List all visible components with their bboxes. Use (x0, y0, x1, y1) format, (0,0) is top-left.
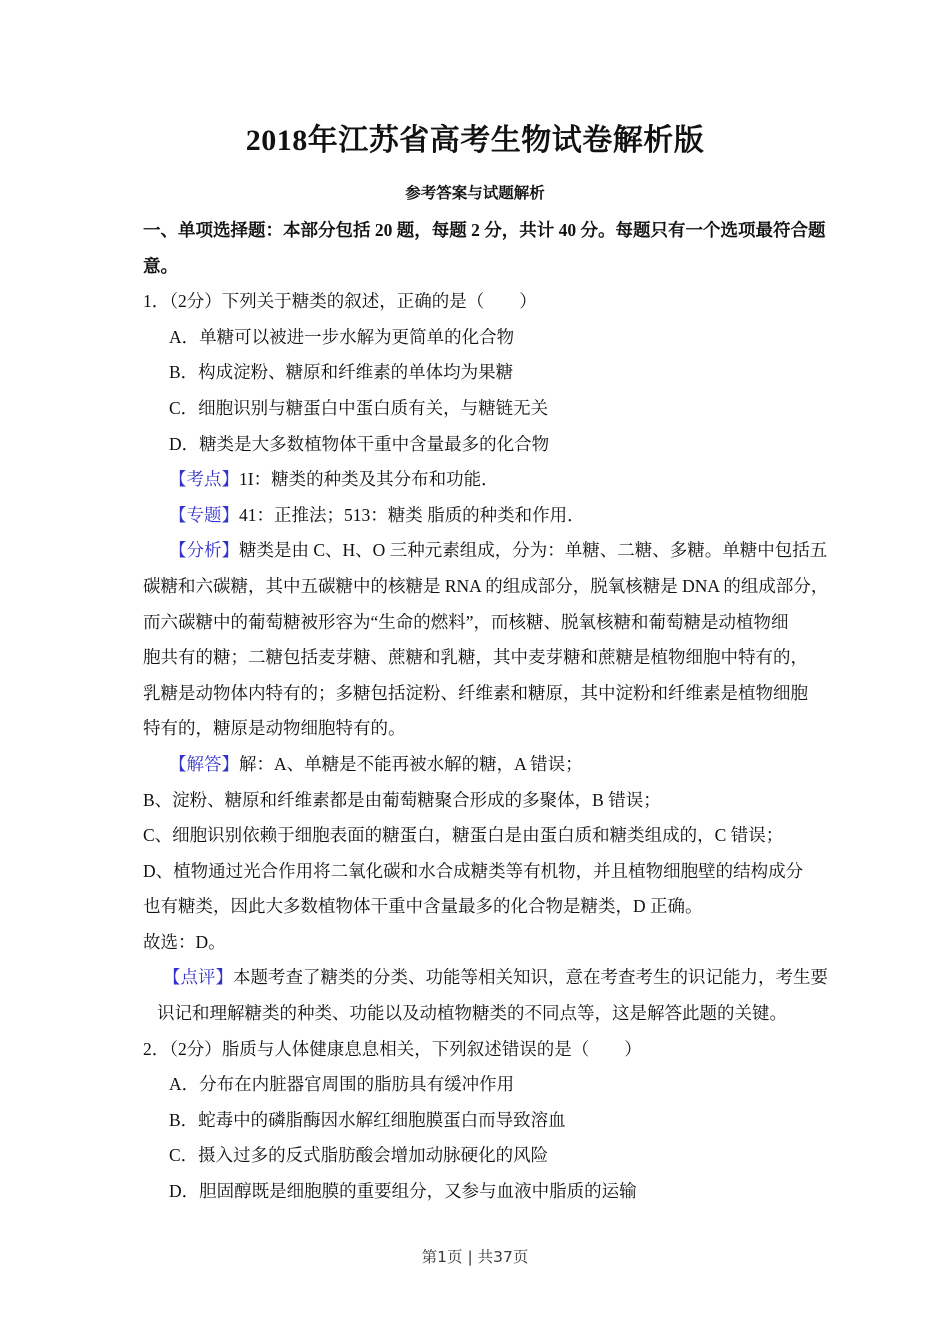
question-1-fenxi-line-6: 特有的，糖原是动物细胞特有的。 (143, 718, 406, 739)
question-2-option-b: B．蛇毒中的磷脂酶因水解红细胞膜蛋白而导致溶血 (169, 1109, 566, 1130)
jieda-text: 解：A、单糖是不能再被水解的糖，A 错误； (239, 753, 583, 774)
question-2-option-a: A．分布在内脏器官周围的脂肪具有缓冲作用 (169, 1074, 515, 1095)
fenxi-tag: 【分析】 (169, 540, 239, 561)
question-1-option-d: D．糖类是大多数植物体干重中含量最多的化合物 (169, 433, 550, 454)
question-1-zhuanti-line (143, 498, 858, 534)
question-1-dianping-line-1 (143, 960, 858, 996)
dianping-text: 本题考查了糖类的分类、功能等相关知识，意在考查考生的识记能力，考生要 (233, 967, 828, 988)
kaodian-tag: 【考点】 (169, 469, 239, 490)
question-1-answer-line: 故选：D。 (143, 931, 226, 952)
question-1-fenxi-line-2: 碳糖和六碳糖，其中五碳糖中的核糖是 RNA 的组成部分，脱氧核糖是 DNA 的组成部分， (143, 575, 829, 596)
question-1-stem: 1．（2分）下列关于糖类的叙述，正确的是（ ） (143, 291, 537, 312)
question-1-kaodian-line (143, 462, 858, 498)
section-heading-line-2: 意。 (143, 255, 178, 276)
question-1-dianping-line-2: 识记和理解糖类的种类、功能以及动植物糖类的不同点等，这是解答此题的关键。 (157, 1003, 787, 1024)
document-subtitle: 参考答案与试题解析 (405, 185, 545, 202)
question-2-option-c: C．摄入过多的反式脂肪酸会增加动脉硬化的风险 (169, 1145, 549, 1166)
page-footer (0, 1247, 950, 1267)
zhuanti-text: 41：正推法；513：糖类 脂质的种类和作用． (239, 504, 585, 525)
kaodian-text: 1I：糖类的种类及其分布和功能． (239, 469, 499, 490)
section-heading-line-1: 一、单项选择题：本部分包括 20 题，每题 2 分，共计 40 分。每题只有一个选项最符合题 (143, 220, 826, 240)
question-1-fenxi-line-1 (143, 533, 858, 569)
question-1-jieda-line-4: D、植物通过光合作用将二氧化碳和水合成糖类等有机物，并且植物细胞壁的结构成分 (143, 860, 804, 881)
question-1-jieda-line-1 (143, 747, 858, 783)
question-2-option-d: D．胆固醇既是细胞膜的重要组分，又参与血液中脂质的运输 (169, 1181, 637, 1202)
question-1-jieda-line-2: B、淀粉、糖原和纤维素都是由葡萄糖聚合形成的多聚体，B 错误； (143, 789, 661, 810)
question-1-fenxi-line-4: 胞共有的糖；二糖包括麦芽糖、蔗糖和乳糖，其中麦芽糖和蔗糖是植物细胞中特有的， (143, 647, 808, 668)
question-1-option-a: A．单糖可以被进一步水解为更简单的化合物 (169, 326, 515, 347)
page-indicator: 第1页 | 共37页 (421, 1248, 529, 1266)
question-1-jieda-line-5: 也有糖类，因此大多数植物体干重中含量最多的化合物是糖类，D 正确。 (143, 896, 703, 917)
question-1-fenxi-line-3: 而六碳糖中的葡萄糖被形容为“生命的燃料”，而核糖、脱氧核糖和葡萄糖是动植物细 (143, 611, 789, 632)
fenxi-text: 糖类是由 C、H、O 三种元素组成，分为：单糖、二糖、多糖。单糖中包括五 (239, 540, 828, 561)
jieda-tag: 【解答】 (169, 753, 239, 774)
question-1-option-c: C．细胞识别与糖蛋白中蛋白质有关，与糖链无关 (169, 397, 549, 418)
question-1-fenxi-line-5: 乳糖是动物体内特有的；多糖包括淀粉、纤维素和糖原，其中淀粉和纤维素是植物细胞 (143, 682, 808, 703)
dianping-tag: 【点评】 (163, 967, 233, 988)
question-2-stem: 2．（2分）脂质与人体健康息息相关，下列叙述错误的是（ ） (143, 1038, 642, 1059)
zhuanti-tag: 【专题】 (169, 504, 239, 525)
question-1-jieda-line-3: C、细胞识别依赖于细胞表面的糖蛋白，糖蛋白是由蛋白质和糖类组成的，C 错误； (143, 825, 784, 846)
document-title: 2018年江苏省高考生物试卷解析版 (245, 124, 705, 157)
document-body (143, 213, 858, 1210)
question-1-option-b: B．构成淀粉、糖原和纤维素的单体均为果糖 (169, 362, 514, 383)
